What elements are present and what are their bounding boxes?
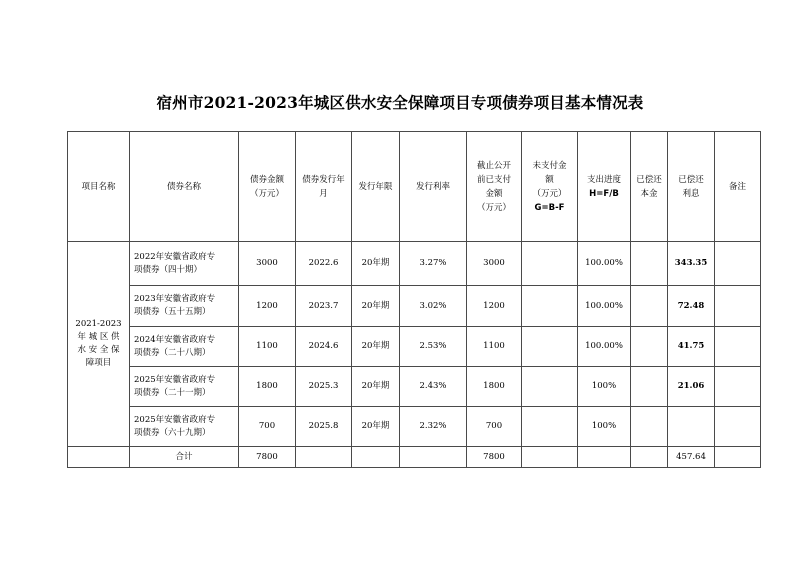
remarks-cell: [715, 242, 761, 286]
interest-cell: [668, 407, 715, 447]
header-progress: 支出进度 H=F/B: [578, 132, 631, 242]
term-cell: 20年期: [352, 286, 400, 327]
paid-cell: 700: [467, 407, 522, 447]
interest-cell: 343.35: [668, 242, 715, 286]
rate-cell: 3.02%: [400, 286, 467, 327]
remarks-cell: [715, 367, 761, 407]
amount-cell: 700: [239, 407, 296, 447]
header-bond-amount: 债券金额 （万元）: [239, 132, 296, 242]
amount-cell: 3000: [239, 242, 296, 286]
amount-cell: 1100: [239, 327, 296, 367]
progress-cell: 100%: [578, 367, 631, 407]
term-cell: 20年期: [352, 407, 400, 447]
issue-date-cell: 2025.3: [296, 367, 352, 407]
unpaid-cell: [522, 327, 578, 367]
bond-name-cell: 2025年安徽省政府专 项债券（六十九期）: [130, 407, 239, 447]
total-empty-cell: [68, 447, 130, 468]
principal-cell: [631, 286, 668, 327]
total-empty-cell: [400, 447, 467, 468]
header-rate: 发行利率: [400, 132, 467, 242]
table-row: [68, 286, 761, 327]
progress-cell: 100.00%: [578, 242, 631, 286]
header-paid-amount: 截止公开 前已支付 金额 （万元）: [467, 132, 522, 242]
unpaid-cell: [522, 242, 578, 286]
rate-cell: 3.27%: [400, 242, 467, 286]
table-header-row: [68, 132, 761, 242]
table-row: [68, 327, 761, 367]
table-row: [68, 367, 761, 407]
progress-cell: 100.00%: [578, 327, 631, 367]
remarks-cell: [715, 286, 761, 327]
issue-date-cell: 2024.6: [296, 327, 352, 367]
total-row: [68, 447, 761, 468]
header-unpaid-amount: 未支付金 额 （万元） G=B-F: [522, 132, 578, 242]
total-interest: 457.64: [668, 447, 715, 468]
table-row: [68, 242, 761, 286]
total-label: 合计: [130, 447, 239, 468]
bond-name-cell: 2024年安徽省政府专 项债券（二十八期）: [130, 327, 239, 367]
bond-name-cell: 2023年安徽省政府专 项债券（五十五期）: [130, 286, 239, 327]
paid-cell: 1200: [467, 286, 522, 327]
principal-cell: [631, 367, 668, 407]
amount-cell: 1200: [239, 286, 296, 327]
paid-cell: 3000: [467, 242, 522, 286]
bond-name-cell: 2022年安徽省政府专 项债券（四十期）: [130, 242, 239, 286]
issue-date-cell: 2022.6: [296, 242, 352, 286]
project-name-cell: 2021-2023 年 城 区 供 水 安 全 保 障项目: [68, 242, 130, 447]
term-cell: 20年期: [352, 242, 400, 286]
issue-date-cell: 2025.8: [296, 407, 352, 447]
rate-cell: 2.43%: [400, 367, 467, 407]
bond-info-table: [67, 131, 761, 468]
header-principal: 已偿还 本金: [631, 132, 668, 242]
term-cell: 20年期: [352, 367, 400, 407]
remarks-cell: [715, 327, 761, 367]
unpaid-cell: [522, 407, 578, 447]
principal-cell: [631, 327, 668, 367]
header-interest: 已偿还 利息: [668, 132, 715, 242]
interest-cell: 41.75: [668, 327, 715, 367]
term-cell: 20年期: [352, 327, 400, 367]
unpaid-cell: [522, 367, 578, 407]
rate-cell: 2.53%: [400, 327, 467, 367]
interest-cell: 72.48: [668, 286, 715, 327]
total-amount: 7800: [239, 447, 296, 468]
total-empty-cell: [522, 447, 578, 468]
total-empty-cell: [631, 447, 668, 468]
principal-cell: [631, 242, 668, 286]
progress-cell: 100%: [578, 407, 631, 447]
rate-cell: 2.32%: [400, 407, 467, 447]
total-paid: 7800: [467, 447, 522, 468]
paid-cell: 1100: [467, 327, 522, 367]
total-empty-cell: [352, 447, 400, 468]
amount-cell: 1800: [239, 367, 296, 407]
total-empty-cell: [578, 447, 631, 468]
interest-cell: 21.06: [668, 367, 715, 407]
page-title: 宿州市2021-2023年城区供水安全保障项目专项债券项目基本情况表: [156, 93, 644, 112]
header-remarks: 备注: [715, 132, 761, 242]
header-bond-name: 债券名称: [130, 132, 239, 242]
header-issue-date: 债券发行年 月: [296, 132, 352, 242]
paid-cell: 1800: [467, 367, 522, 407]
table-row: [68, 407, 761, 447]
header-project-name: 项目名称: [68, 132, 130, 242]
principal-cell: [631, 407, 668, 447]
total-empty-cell: [296, 447, 352, 468]
total-empty-cell: [715, 447, 761, 468]
issue-date-cell: 2023.7: [296, 286, 352, 327]
unpaid-cell: [522, 286, 578, 327]
progress-cell: 100.00%: [578, 286, 631, 327]
remarks-cell: [715, 407, 761, 447]
bond-name-cell: 2025年安徽省政府专 项债券（二十一期）: [130, 367, 239, 407]
header-term: 发行年限: [352, 132, 400, 242]
